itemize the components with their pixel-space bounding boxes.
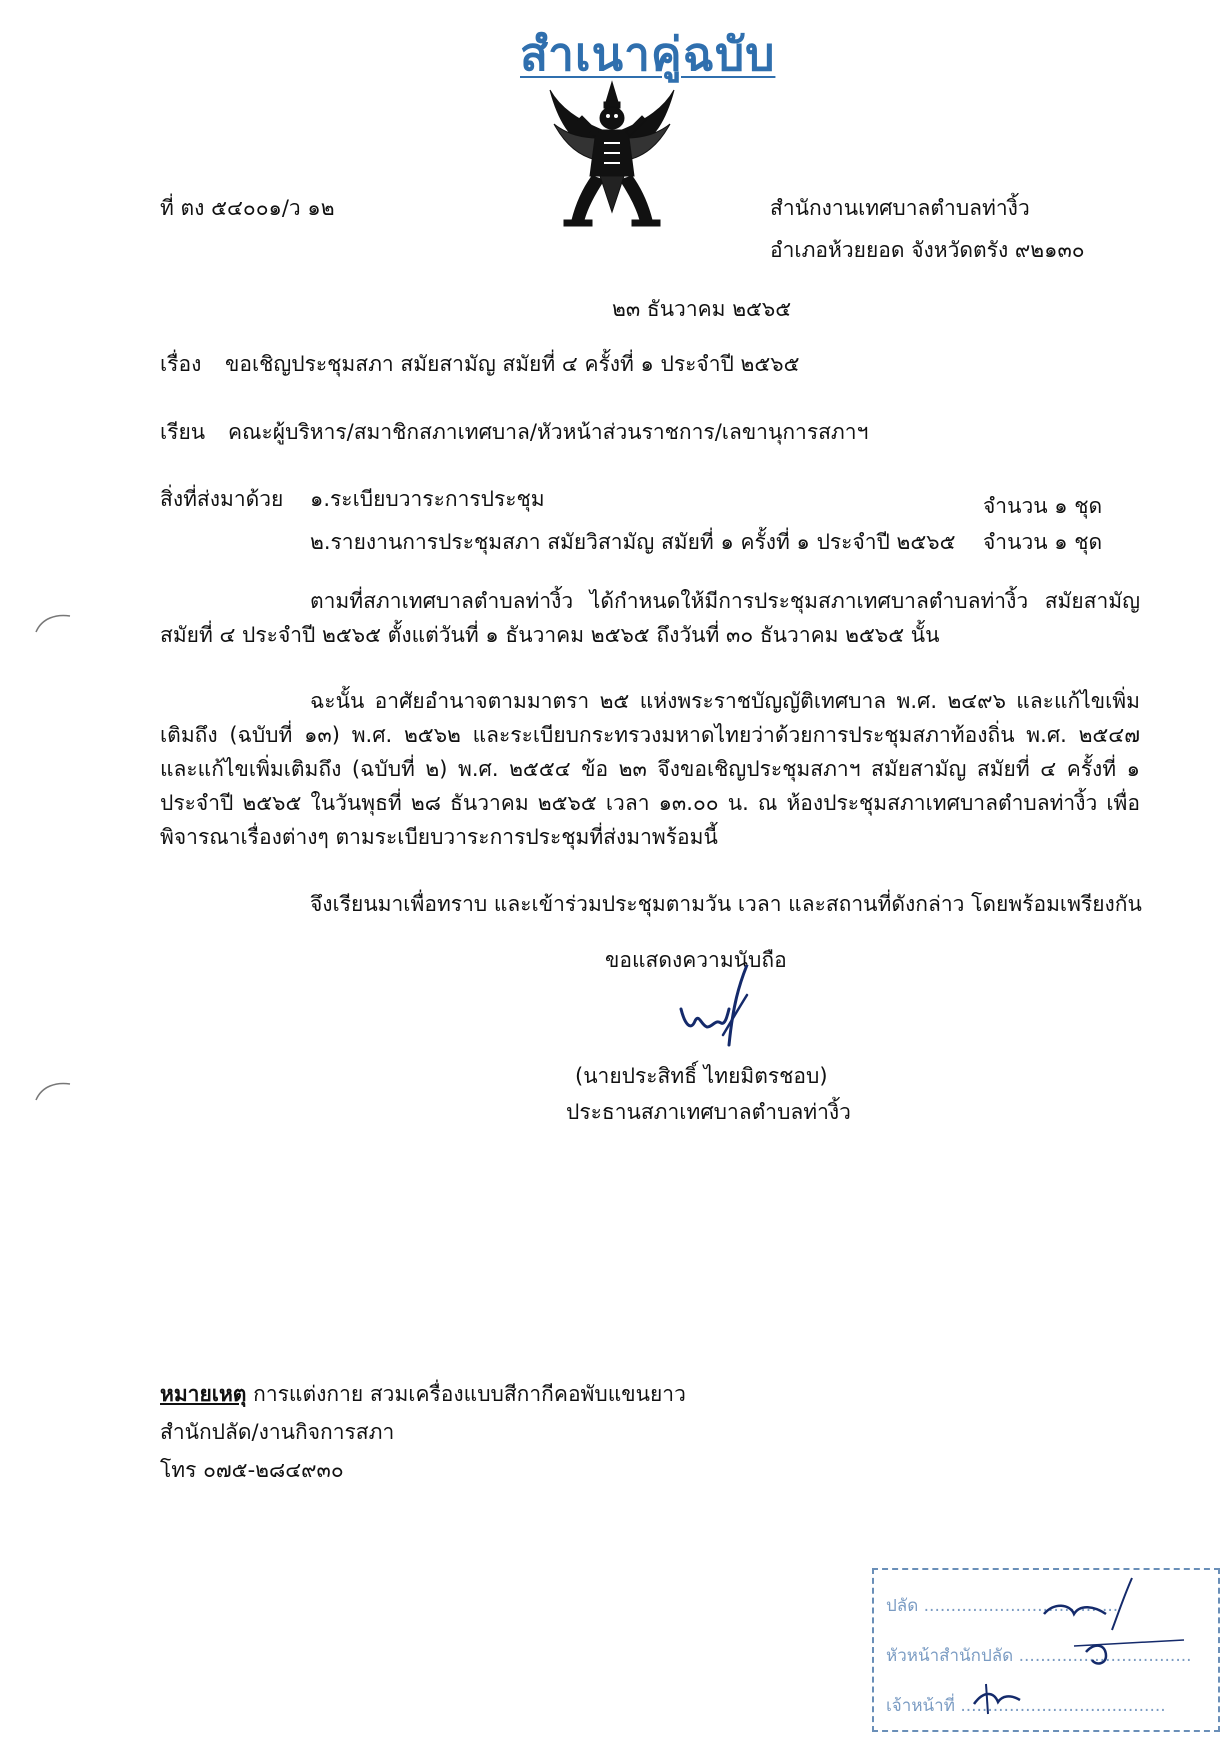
document-date: ๒๓ ธันวาคม ๒๕๖๕ bbox=[612, 297, 792, 321]
signature-mark bbox=[655, 965, 775, 1055]
enclosure-qty: จำนวน ๑ ชุด bbox=[983, 530, 1103, 554]
copy-stamp: สำเนาคู่ฉบับ bbox=[520, 27, 776, 81]
enclosures-label: สิ่งที่ส่งมาด้วย bbox=[160, 487, 284, 511]
closing-sentence: จึงเรียนมาเพื่อทราบ และเข้าร่วมประชุมตามวัน เวลา และสถานที่ดังกล่าว โดยพร้อมเพรียงกัน bbox=[310, 892, 1142, 916]
document-number: ที่ ตง ๕๔๐๐๑/ว ๑๒ bbox=[160, 196, 335, 220]
subject-label: เรื่อง bbox=[160, 352, 202, 376]
approval-stamp bbox=[872, 1568, 1220, 1732]
department-name: สำนักปลัด/งานกิจการสภา bbox=[160, 1420, 395, 1444]
initials-mark bbox=[874, 1556, 1222, 1734]
enclosure-item: ๒.รายงานการประชุมสภา สมัยวิสามัญ สมัยที่ ๑ ครั้งที่ ๑ ประจำปี ๒๕๖๕ bbox=[310, 530, 956, 554]
salutation: ขอแสดงความนับถือ bbox=[605, 948, 787, 972]
subject-text: ขอเชิญประชุมสภา สมัยสามัญ สมัยที่ ๔ ครั้งที่ ๑ ประจำปี ๒๕๖๕ bbox=[225, 352, 800, 376]
body-paragraph-1: ตามที่สภาเทศบาลตำบลท่างิ้ว ได้กำหนดให้มีการประชุมสภาเทศบาลตำบลท่างิ้ว สมัยสามัญ สมัยที่ ๔ ประจำปี ๒๕๖๕ ตั้งแต่วันที่ ๑ ธันวาคม ๒๕๖๕ ถึงวันที่ ๓๐ ธันวาคม ๒๕๖๕ นั้น bbox=[160, 589, 1140, 647]
enclosure-item: ๑.ระเบียบวาระการประชุม bbox=[310, 487, 545, 511]
garuda-emblem-icon bbox=[548, 80, 676, 230]
punch-mark-icon bbox=[34, 1080, 74, 1104]
enclosure-qty: จำนวน ๑ ชุด bbox=[983, 494, 1103, 518]
office-name: สำนักงานเทศบาลตำบลท่างิ้ว bbox=[770, 196, 1030, 220]
approval-row: ปลัด .................................... bbox=[886, 1596, 1119, 1616]
approval-row: หัวหน้าสำนักปลัด ................................ bbox=[886, 1646, 1192, 1666]
addressee-label: เรียน bbox=[160, 420, 206, 444]
signer-position: ประธานสภาเทศบาลตำบลท่างิ้ว bbox=[566, 1100, 851, 1124]
note-line bbox=[160, 1380, 686, 1408]
punch-mark-icon bbox=[34, 612, 74, 636]
office-address: อำเภอห้วยยอด จังหวัดตรัง ๙๒๑๓๐ bbox=[770, 238, 1085, 262]
approval-row: เจ้าหน้าที่ ...................................... bbox=[886, 1696, 1166, 1716]
body-paragraph-2: ฉะนั้น อาศัยอำนาจตามมาตรา ๒๕ แห่งพระราชบัญญัติเทศบาล พ.ศ. ๒๔๙๖ และแก้ไขเพิ่มเติมถึง (ฉบับที่ ๑๓) พ.ศ. ๒๕๖๒ และระเบียบกระทรวงมหาดไทยว่าด้วยการประชุมสภาท้องถิ่น พ.ศ. ๒๕๔๗ และแก้ไขเพิ่มเติมถึง (ฉบับที่ ๒) พ.ศ. ๒๕๕๔ ข้อ ๒๓ จึงขอเชิญประชุมสภาฯ สมัยสามัญ สมัยที่ ๔ ครั้งที่ ๑ ประจำปี ๒๕๖๕ ในวันพุธที่ ๒๘ ธันวาคม ๒๕๖๕ เวลา ๑๓.๐๐ น. ณ ห้องประชุมสภาเทศบาลตำบลท่างิ้ว เพื่อพิจารณาเรื่องต่างๆ ตามระเบียบวาระการประชุมที่ส่งมาพร้อมนี้ bbox=[160, 689, 1140, 849]
addressee-text: คณะผู้บริหาร/สมาชิกสภาเทศบาล/หัวหน้าส่วนราชการ/เลขานุการสภาฯ bbox=[228, 420, 869, 444]
contact-phone: โทร ๐๗๕-๒๘๔๙๓๐ bbox=[160, 1458, 344, 1482]
note-text: การแต่งกาย สวมเครื่องแบบสีกากีคอพับแขนยาว bbox=[253, 1382, 686, 1406]
signer-name: (นายประสิทธิ์ ไทยมิตรชอบ) bbox=[575, 1064, 828, 1088]
note-label: หมายเหตุ bbox=[160, 1382, 247, 1406]
